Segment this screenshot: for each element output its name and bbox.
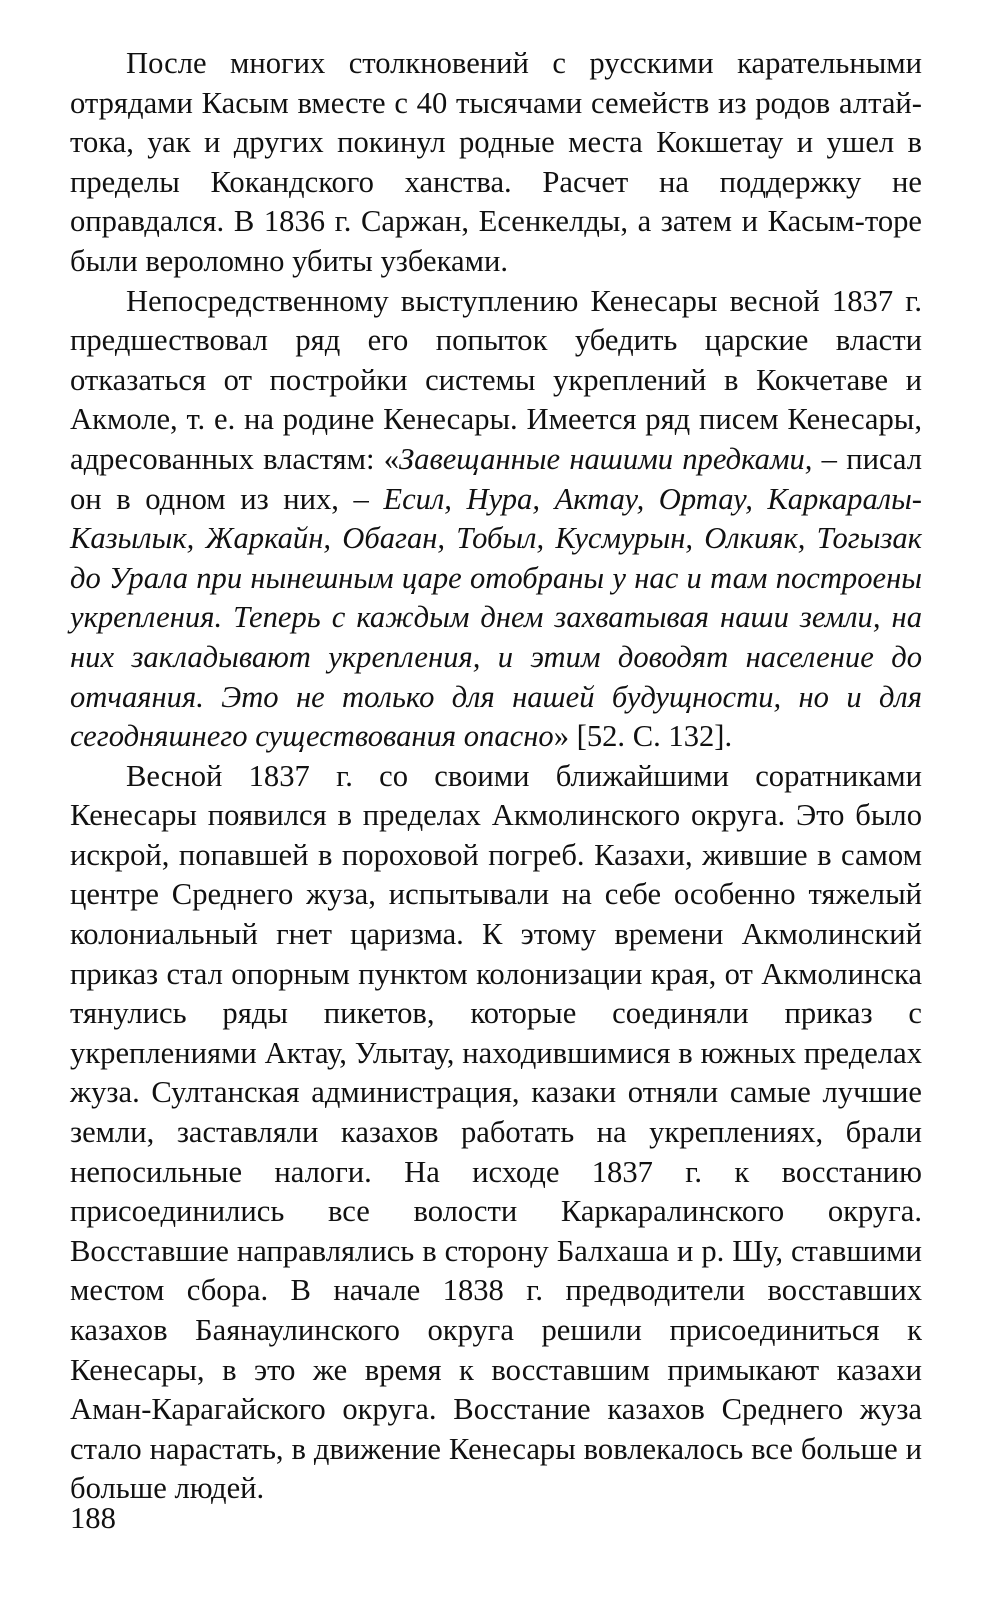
paragraph-2-intro: Непосредственному выступлению Кенесары весной 1837 г. предшествовал ряд его попыток убедить царские власти отказаться от постройки системы укреплений в Кокчетаве и Акмоле, т. е. на родине Кенесары. Имеется ряд писем Кенесары, адресованных властям: « [70,283,922,476]
paragraph-2 [70,282,922,757]
paragraph-3: Весной 1837 г. со своими ближайшими соратниками Кенесары появился в пределах Акмолинского округа. Это было искрой, попавшей в пороховой погреб. Казахи, жившие в самом центре Среднего жуза, испытывали на себе особенно тяжелый колониальный гнет царизма. К этому времени Акмолинский приказ стал опорным пунктом колонизации края, от Акмолинска тянулись ряды пикетов, которые соединяли приказ с укреплениями Актау, Улытау, находившимися в южных пределах жуза. Султанская администрация, казаки отняли самые лучшие земли, заставляли казахов работать на укреплениях, брали непосильные налоги. На исходе 1837 г. к восстанию присоединились все волости Каркаралинского округа. Восставшие направлялись в сторону Балхаша и р. Шу, ставшими местом сбора. В начале 1838 г. предводители восставших казахов Баянаулинского округа решили присоединиться к Кенесары, в это же время к восставшим примыкают казахи Аман-Карагайского округа. Восстание казахов Среднего жуза стало нарастать, в движение Кенесары вовлекалось все больше и больше людей. [70,758,922,1506]
page-body [70,44,922,1509]
quote-fragment-1: Завещанные нашими предками, [399,441,813,476]
paragraph-2-aside: – писал он в одном из них, – [70,441,923,516]
quote-fragment-2: Есил, Нура, Актау, Ортау, Каркаралы-Казылык, Жаркайн, Обаган, Тобыл, Кусмурын, Олкияк, Тогызак до Урала при нынешным царе отобраны у нас и там построены укрепления. Теперь с каждым днем захватывая наши земли, на них закладывают укрепления, и этим доводят население до отчаяния. Это не только для нашей будущности, но и для сегодняшнего существования опасно [70,481,922,754]
page-number: 188 [70,1501,116,1535]
paragraph-2-citation: » [52. С. 132]. [553,719,733,754]
paragraph-1: После многих столкновений с русскими карательными отрядами Касым вместе с 40 тысячами семейств из родов алтай-тока, уак и других покинул родные места Кокшетау и ушел в пределы Кокандского ханства. Расчет на поддержку не оправдался. В 1836 г. Саржан, Есенкелды, а затем и Касым-торе были вероломно убиты узбеками. [70,46,922,278]
